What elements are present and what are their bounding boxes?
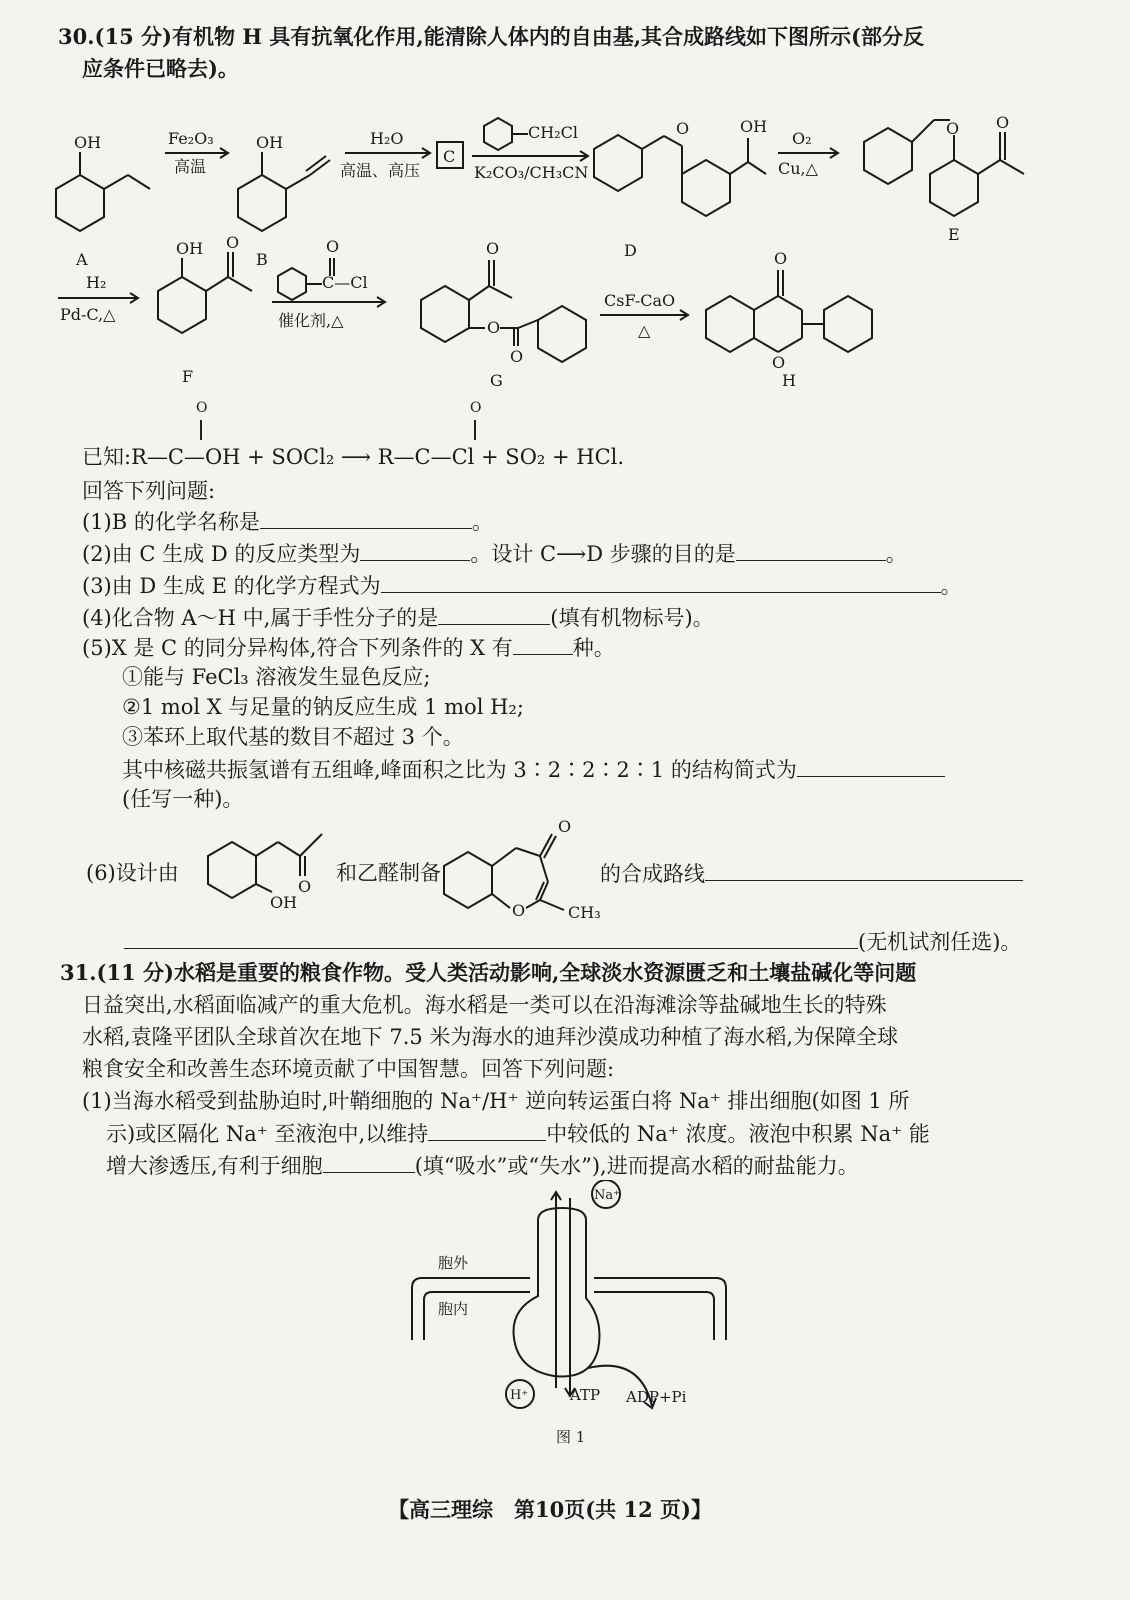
label-g: G bbox=[490, 371, 503, 390]
p6-ch3: CH₃ bbox=[568, 903, 601, 922]
answer-blank-6a[interactable] bbox=[705, 858, 1023, 881]
q31-part1-line1: (1)当海水稻受到盐胁迫时,叶鞘细胞的 Na⁺/H⁺ 逆向转运蛋白将 Na⁺ 排出细胞(如图 1 所 bbox=[82, 1089, 910, 1113]
q30-part5: (5)X 是 C 的同分异构体,符合下列条件的 X 有 种。 bbox=[82, 632, 615, 663]
synthesis-route-diagram bbox=[0, 80, 1130, 425]
reagent-5-top: H₂ bbox=[86, 273, 107, 292]
label-oh-a: OH bbox=[74, 133, 102, 152]
answer-blank-31-1b[interactable] bbox=[323, 1150, 415, 1173]
q30-header-line1: 30.(15 分)有机物 H 具有抗氧化作用,能清除人体内的自由基,其合成路线如下图所示(部分反 bbox=[58, 24, 924, 49]
fig-adp-pi: ADP+Pi bbox=[626, 1388, 687, 1406]
answer-blank-2a[interactable] bbox=[360, 538, 470, 561]
label-o2-e: O bbox=[996, 113, 1010, 132]
answer-blank-4[interactable] bbox=[438, 602, 550, 625]
answer-blank-5b[interactable] bbox=[797, 754, 945, 777]
label-o-g1: O bbox=[486, 239, 500, 258]
nmr-line: 其中核磁共振氢谱有五组峰,峰面积之比为 3∶2∶2∶2∶1 的结构简式为 bbox=[122, 754, 945, 785]
page-footer: 【高三理综 第10页(共 12 页)】 bbox=[388, 1497, 712, 1522]
reagent-2-top: H₂O bbox=[370, 129, 404, 148]
q31-line3: 水稻,袁隆平团队全球首次在地下 7.5 米为海水的迪拜沙漠成功种植了海水稻,为保障全球 bbox=[82, 1025, 899, 1049]
reagent-7-top: CsF-CaO bbox=[604, 291, 676, 310]
fig-outside-label: 胞外 bbox=[438, 1254, 469, 1272]
q30-part2: (2)由 C 生成 D 的反应类型为 。设计 C⟶D 步骤的目的是 。 bbox=[82, 538, 907, 569]
answer-blank-3[interactable] bbox=[381, 570, 941, 593]
label-oh-d: OH bbox=[740, 117, 768, 136]
p6-o-ketone: O bbox=[558, 817, 572, 836]
reagent-3-bottom: K₂CO₃/CH₃CN bbox=[474, 163, 589, 182]
condition-3: ③苯环上取代基的数目不超过 3 个。 bbox=[122, 725, 464, 749]
reagent-7-bottom: △ bbox=[638, 321, 651, 340]
known-reaction: 已知:R—C—OH + SOCl₂ ⟶ R—C—Cl + SO₂ + HCl. bbox=[82, 445, 625, 469]
known-double-bond-right bbox=[474, 420, 476, 440]
reagent-4-top: O₂ bbox=[792, 129, 812, 148]
label-d: D bbox=[624, 241, 637, 260]
label-c: C bbox=[443, 147, 456, 166]
label-h: H bbox=[782, 371, 796, 390]
label-o-h1: O bbox=[774, 249, 788, 268]
label-o-g2: O bbox=[487, 318, 501, 337]
q30-header-line2: 应条件已略去)。 bbox=[82, 56, 239, 81]
condition-2: ②1 mol X 与足量的钠反应生成 1 mol H₂; bbox=[122, 695, 524, 719]
label-o-e: O bbox=[946, 119, 960, 138]
q30-part1: (1)B 的化学名称是 。 bbox=[82, 506, 493, 537]
p6-o: O bbox=[298, 877, 312, 896]
q30-part6b: 和乙醛制备 bbox=[336, 861, 441, 885]
q30-part6d: (无机试剂任选)。 bbox=[124, 926, 1021, 957]
label-b: B bbox=[256, 250, 268, 269]
q31-part1-line2: 示)或区隔化 Na⁺ 至液泡中,以维持 中较低的 Na⁺ 浓度。液泡中积累 Na⁺ 能 bbox=[106, 1118, 930, 1149]
label-f: F bbox=[182, 367, 194, 386]
fig-h-ion: H⁺ bbox=[510, 1388, 529, 1403]
answer-blank-1[interactable] bbox=[260, 506, 472, 529]
condition-1: ①能与 FeCl₃ 溶液发生显色反应; bbox=[122, 665, 431, 689]
reagent-5-bottom: Pd-C,△ bbox=[60, 305, 116, 324]
reagent-1-bottom: 高温 bbox=[174, 157, 207, 176]
answer-blank-5[interactable] bbox=[513, 632, 573, 655]
reagent-6-bottom: 催化剂,△ bbox=[278, 311, 344, 330]
answer-blank-2b[interactable] bbox=[736, 538, 886, 561]
q31-line2: 日益突出,水稻面临减产的重大危机。海水稻是一类可以在沿海滩涂等盐碱地生长的特殊 bbox=[82, 993, 887, 1017]
q30-part3: (3)由 D 生成 E 的化学方程式为 。 bbox=[82, 570, 962, 601]
fig-atp: ATP bbox=[570, 1386, 601, 1404]
label-o-g3: O bbox=[510, 347, 524, 366]
figure-1-membrane-transporter bbox=[390, 1180, 750, 1460]
known-o-right: O bbox=[470, 400, 482, 416]
q30-part4: (4)化合物 A～H 中,属于手性分子的是 (填有机物标号)。 bbox=[82, 602, 714, 633]
label-o-d: O bbox=[676, 119, 690, 138]
label-a: A bbox=[76, 250, 88, 269]
fig-na-ion: Na⁺ bbox=[594, 1188, 620, 1203]
known-o-left: O bbox=[196, 400, 208, 416]
known-double-bond-left bbox=[200, 420, 202, 440]
fig-caption: 图 1 bbox=[556, 1428, 586, 1446]
label-o-reagent6: O bbox=[326, 237, 340, 256]
reagent-3-top: CH₂Cl bbox=[528, 123, 578, 142]
answer-blank-6b[interactable] bbox=[124, 926, 858, 949]
label-oh-f: OH bbox=[176, 239, 204, 258]
answer-blank-31-1a[interactable] bbox=[428, 1118, 546, 1141]
reagent-1-top: Fe₂O₃ bbox=[168, 129, 214, 148]
label-o-f: O bbox=[226, 233, 240, 252]
label-oh-b: OH bbox=[256, 133, 284, 152]
label-o-h2: O bbox=[772, 353, 786, 372]
fig-inside-label: 胞内 bbox=[438, 1300, 469, 1318]
q30-part6a: (6)设计由 bbox=[86, 861, 179, 885]
answer-prompt: 回答下列问题: bbox=[82, 479, 216, 503]
reagent-2-bottom: 高温、高压 bbox=[340, 161, 421, 180]
q31-line4: 粮食安全和改善生态环境贡献了中国智慧。回答下列问题: bbox=[82, 1057, 615, 1081]
label-e: E bbox=[948, 225, 960, 244]
reagent-4-bottom: Cu,△ bbox=[778, 159, 818, 178]
p6-oh: OH bbox=[270, 893, 298, 912]
reagent-6-top: C—Cl bbox=[322, 273, 368, 292]
q30-part6c: 的合成路线 bbox=[600, 858, 1023, 889]
nmr-line2: (任写一种)。 bbox=[122, 787, 244, 811]
q31-line1: 31.(11 分)水稻是重要的粮食作物。受人类活动影响,全球淡水资源匮乏和土壤盐碱化等问题 bbox=[60, 960, 917, 985]
q31-part1-line3: 增大渗透压,有利于细胞 (填“吸水”或“失水”),进而提高水稻的耐盐能力。 bbox=[106, 1150, 859, 1181]
p6-o-ring: O bbox=[512, 901, 526, 920]
